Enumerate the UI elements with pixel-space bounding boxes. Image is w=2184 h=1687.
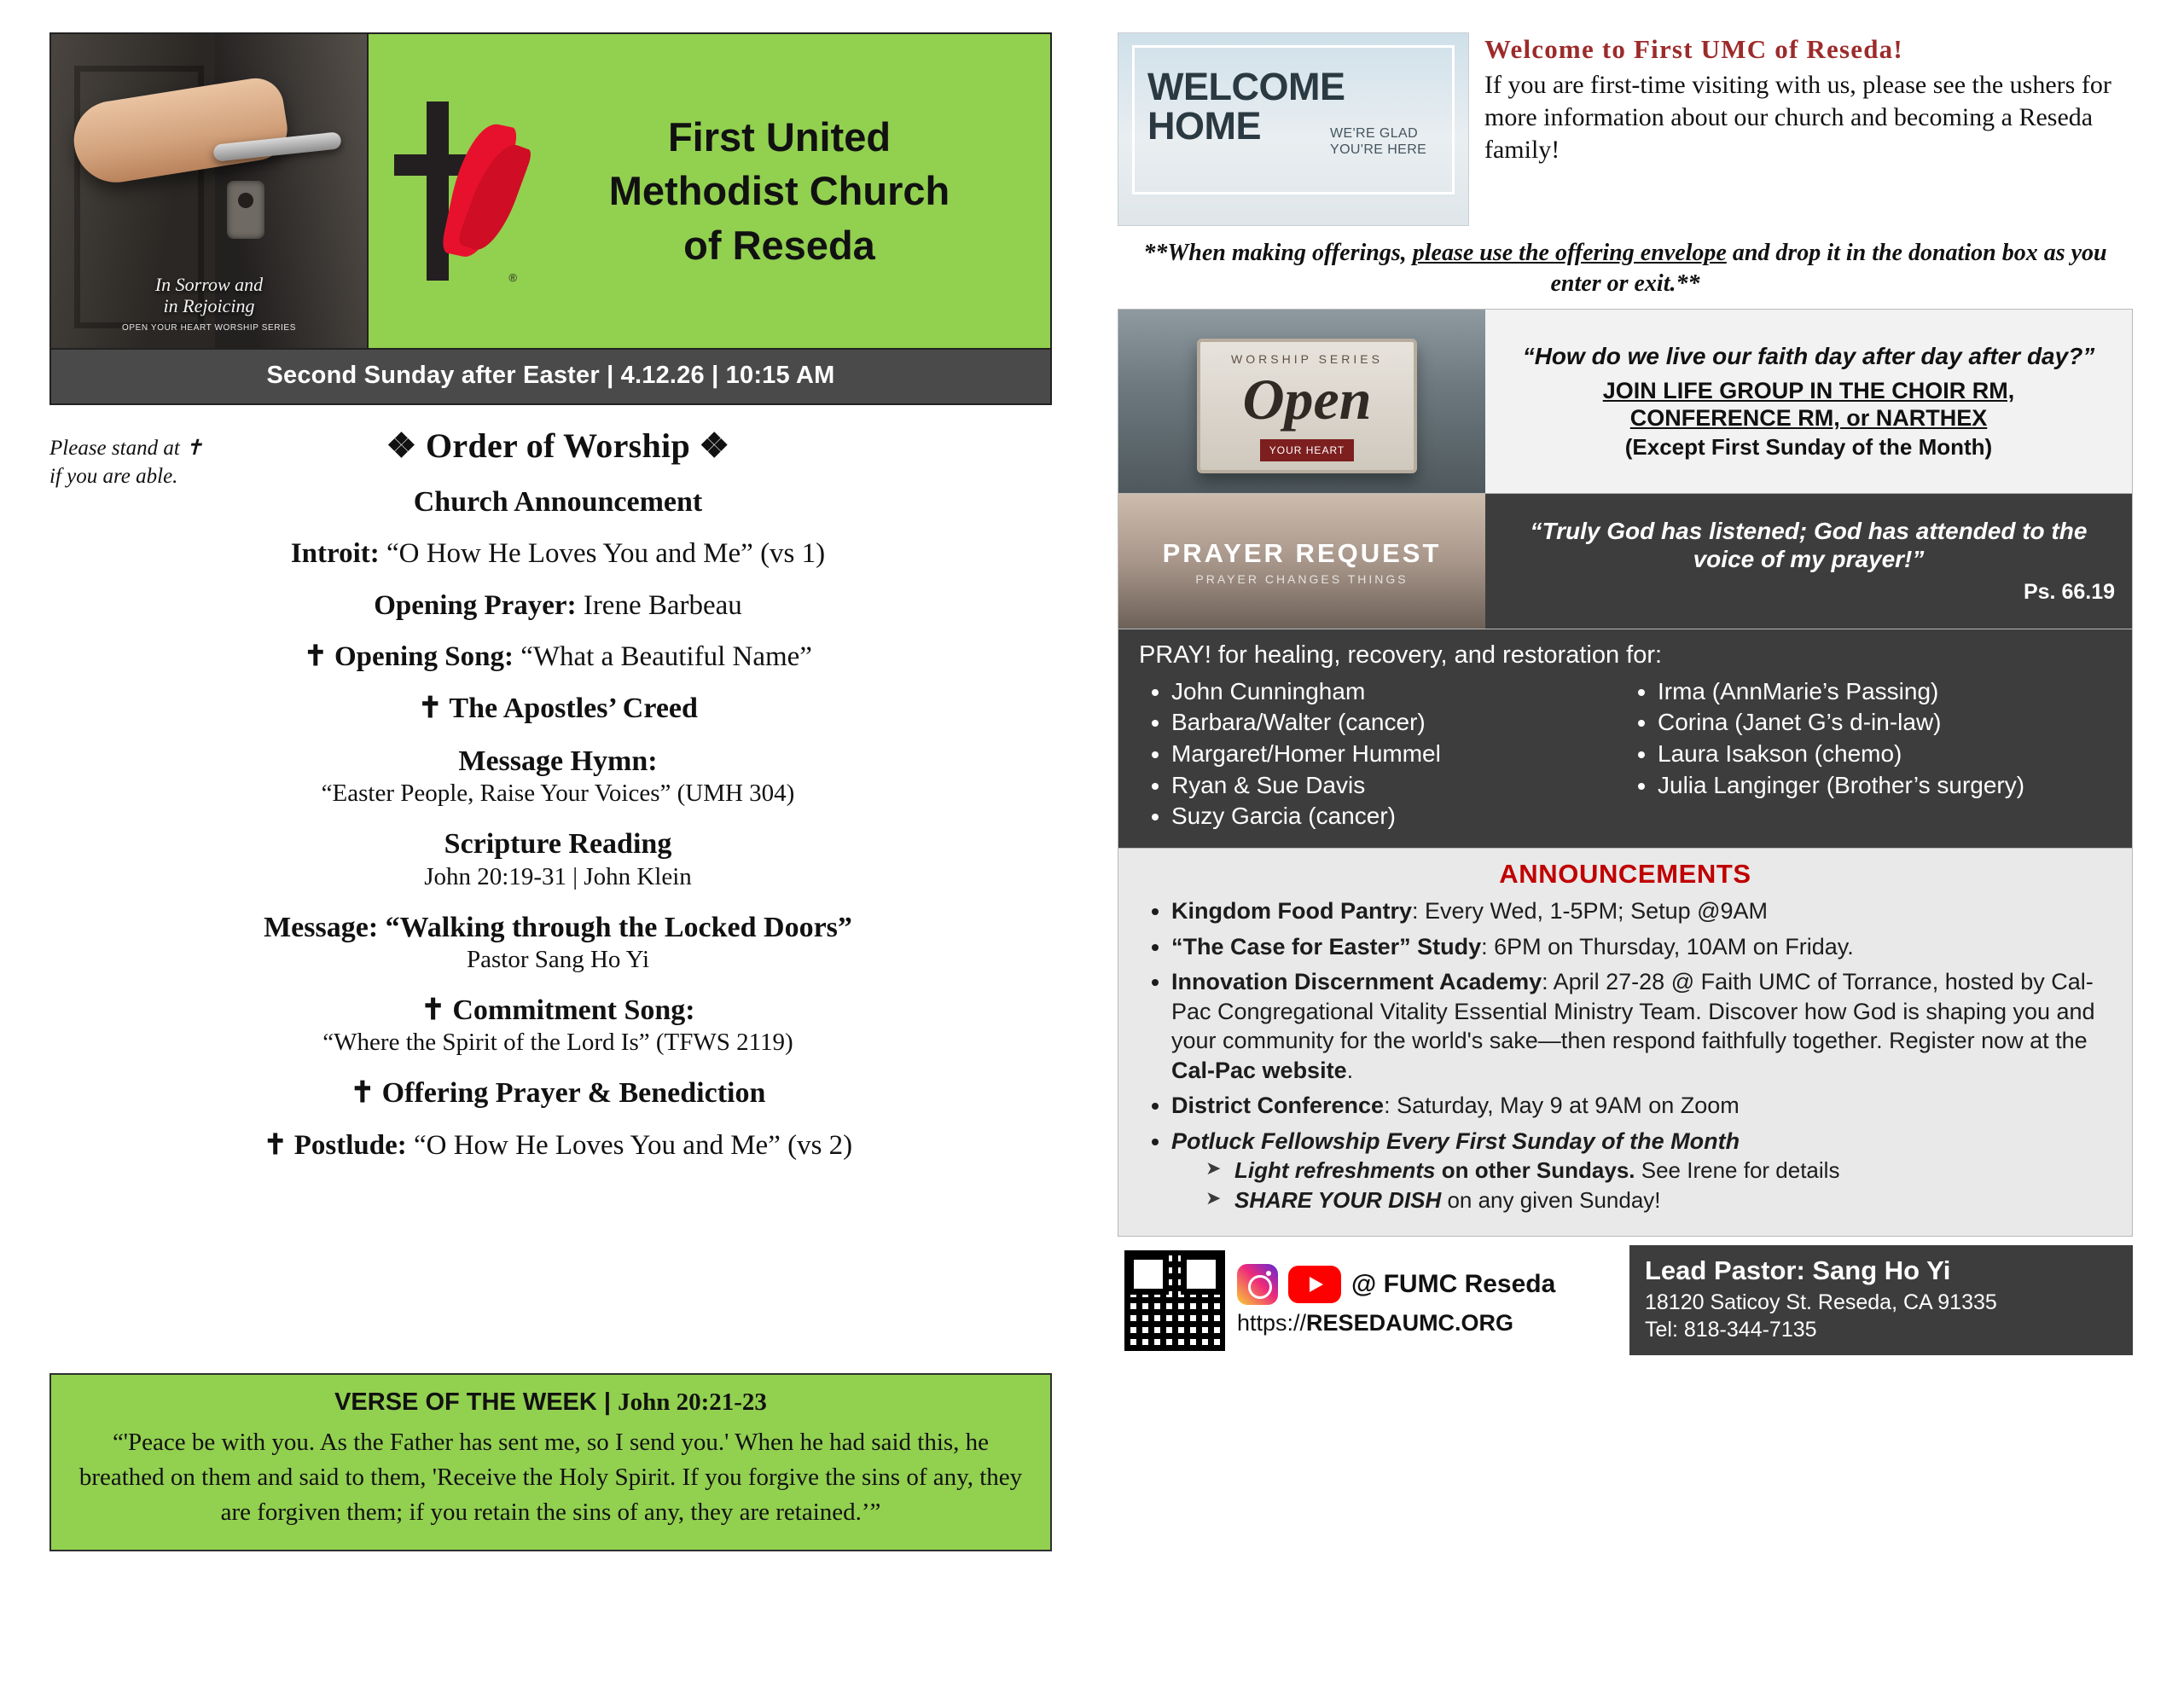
sub-announcement-title: Light refreshments xyxy=(1234,1157,1436,1183)
open-sign-icon xyxy=(1197,339,1417,473)
open-your-heart-image xyxy=(1118,310,1485,493)
announcement-title: Kingdom Food Pantry xyxy=(1171,898,1412,925)
church-name xyxy=(527,110,1031,272)
announcement-title: District Conference xyxy=(1171,1093,1385,1119)
welcome-section xyxy=(1118,32,2133,226)
door-photo xyxy=(51,34,369,348)
umc-cross-and-flame-icon xyxy=(375,93,522,289)
order-item xyxy=(49,640,1066,674)
announcements-title: ANNOUNCEMENTS xyxy=(1499,859,1751,890)
church-name-line3: of Reseda xyxy=(683,222,875,268)
offering-note xyxy=(1118,238,2133,300)
order-item xyxy=(49,1075,1066,1110)
list-item: • Suzy Garcia (cancer) xyxy=(1171,801,1625,832)
welcome-text-block xyxy=(1484,32,2133,166)
list-item xyxy=(1171,1127,2113,1215)
list-item: • Irma (AnnMarie’s Passing) xyxy=(1658,676,2111,708)
life-group-quote: “How do we live our faith day after day after day?” xyxy=(1522,342,2095,369)
announcement-detail-tail: . xyxy=(1346,1057,1354,1083)
order-item-detail: “O How He Loves You and Me” (vs 1) xyxy=(386,538,826,570)
service-date-bar: Second Sunday after Easter | 4.12.26 | 10:15 AM xyxy=(49,350,1052,405)
verse-label: VERSE OF THE WEEK xyxy=(334,1388,597,1416)
masthead xyxy=(49,32,1052,350)
prayer-banner xyxy=(1118,494,2133,629)
prayer-list xyxy=(1118,629,2133,849)
footer-contact-social xyxy=(1118,1245,1629,1355)
verse-of-the-week-box xyxy=(49,1373,1052,1551)
list-item xyxy=(1171,967,2113,1085)
church-name-line1: First United xyxy=(667,113,892,159)
list-item: • Laura Isakson (chemo) xyxy=(1658,739,2111,770)
list-item xyxy=(1171,896,2113,926)
welcome-image-title-line2: HOME xyxy=(1147,103,1261,148)
masthead-title-block xyxy=(369,34,1050,348)
offering-note-prefix: **When making offerings, xyxy=(1143,240,1413,266)
announcement-detail: : Every Wed, 1-5PM; Setup @9AM xyxy=(1411,898,1769,925)
sub-announcement-tail: See Irene for details xyxy=(1635,1157,1840,1183)
sub-announcement-rest: on any given Sunday! xyxy=(1441,1186,1661,1213)
sub-announcement-rest: on other Sundays. xyxy=(1435,1157,1635,1183)
order-item xyxy=(49,993,1066,1058)
order-item-detail: Pastor Sang Ho Yi xyxy=(466,946,650,973)
list-item: • Ryan & Sue Davis xyxy=(1171,770,1625,802)
announcement-title: Potluck Fellowship Every First Sunday of the Month xyxy=(1171,1128,1740,1154)
prayer-quote: “Truly God has listened; God has attended to the voice of my prayer!” xyxy=(1530,518,2088,573)
life-group-call-line1: JOIN LIFE GROUP IN THE CHOIR RM, xyxy=(1602,377,2015,403)
order-item-heading: Opening Prayer: xyxy=(374,589,577,621)
order-item xyxy=(49,826,1066,892)
order-item-detail: Irene Barbeau xyxy=(583,589,742,621)
stand-note-line1: Please stand at ✝ xyxy=(49,437,203,460)
order-item xyxy=(49,588,1066,623)
order-item-heading: ✝ Offering Prayer & Benediction xyxy=(350,1077,766,1110)
order-item-detail: “O How He Loves You and Me” (vs 2) xyxy=(413,1129,853,1161)
church-address: 18120 Saticoy St. Reseda, CA 91335 xyxy=(1645,1290,1997,1315)
stand-note xyxy=(49,435,263,490)
order-of-worship xyxy=(49,426,1066,1162)
footer xyxy=(1118,1245,2133,1355)
church-phone: Tel: 818-344-7135 xyxy=(1645,1317,1817,1342)
order-item xyxy=(49,744,1066,809)
list-item: • John Cunningham xyxy=(1171,676,1625,708)
welcome-body: If you are first-time visiting with us, please see the ushers for more information about our church and becoming a Reseda family! xyxy=(1484,71,2111,165)
welcome-heading: Welcome to First UMC of Reseda! xyxy=(1484,34,1903,64)
announcement-detail: : Saturday, May 9 at 9AM on Zoom xyxy=(1384,1093,1740,1119)
announcement-link-label[interactable]: Cal-Pac website xyxy=(1171,1057,1347,1083)
prayer-request-image-sub: PRAYER CHANGES THINGS xyxy=(1195,571,1409,586)
open-sign-tag: YOUR HEART xyxy=(1260,439,1354,461)
website-domain: RESEDAUMC.ORG xyxy=(1306,1310,1514,1336)
prayer-list-column-2 xyxy=(1625,676,2111,832)
prayer-list-heading: PRAY! for healing, recovery, and restoration for: xyxy=(1139,641,1663,669)
list-item: • Barbara/Walter (cancer) xyxy=(1171,707,1625,739)
verse-reference: John 20:21-23 xyxy=(618,1388,767,1416)
welcome-image-subtitle xyxy=(1330,125,1426,158)
order-item-heading: Church Announcement xyxy=(413,486,703,518)
announcement-detail: : April 27-28 @ Faith UMC of Torrance, hosted by Cal-Pac Congregational Vitality Essential Ministry Team. Discover how God is shaping you and your community for the world's sake—then respond faithfully together. Register now at the xyxy=(1171,969,2095,1054)
order-item-heading: ✝ The Apostles’ Creed xyxy=(418,693,698,725)
youtube-icon[interactable] xyxy=(1288,1266,1341,1303)
footer-church-info xyxy=(1629,1245,2133,1355)
life-group-text xyxy=(1485,310,2132,493)
prayer-quote-block xyxy=(1485,494,2132,629)
welcome-image-sub-line1: WE'RE GLAD xyxy=(1330,126,1419,141)
order-item-detail: “Where the Spirit of the Lord Is” (TFWS 2119) xyxy=(322,1029,793,1057)
sub-announcement-title: SHARE YOUR DISH xyxy=(1234,1186,1442,1213)
order-item-heading: ✝ Postlude: xyxy=(263,1129,407,1161)
social-row xyxy=(1237,1264,1555,1305)
order-item-line xyxy=(49,1128,1066,1162)
order-item-detail: John 20:19-31 | John Klein xyxy=(424,862,692,890)
lead-pastor: Lead Pastor: Sang Ho Yi xyxy=(1645,1255,1951,1286)
order-item xyxy=(49,910,1066,976)
verse-title xyxy=(73,1388,1028,1417)
prayer-quote-reference: Ps. 66.19 xyxy=(2023,580,2115,605)
photo-caption-line1: In Sorrow and xyxy=(154,273,264,295)
list-item xyxy=(1205,1157,2113,1185)
life-group-band xyxy=(1118,309,2133,494)
open-sign-word: Open xyxy=(1242,366,1372,432)
website-line[interactable] xyxy=(1237,1310,1555,1336)
website-prefix: https:// xyxy=(1237,1310,1307,1336)
prayer-list-column-1 xyxy=(1139,676,1625,832)
photo-caption-line2: in Rejoicing xyxy=(163,295,255,317)
order-item-line xyxy=(49,536,1066,571)
list-item: • Margaret/Homer Hummel xyxy=(1171,739,1625,770)
announcement-detail: : 6PM on Thursday, 10AM on Friday. xyxy=(1481,933,1854,959)
announcement-title: “The Case for Easter” Study xyxy=(1171,933,1482,959)
life-group-call xyxy=(1497,377,2120,432)
door-lock-icon xyxy=(227,181,264,239)
verse-separator: | xyxy=(603,1388,612,1416)
photo-caption xyxy=(51,274,367,317)
order-item-heading: ✝ Opening Song: xyxy=(304,641,514,672)
order-item-heading: Scripture Reading xyxy=(444,828,672,861)
instagram-icon[interactable] xyxy=(1237,1264,1278,1305)
verse-text: “'Peace be with you. As the Father has sent me, so I send you.' When he had said this, he breathed on them and said to them, 'Receive the Holy Spirit. If you forgive the sins of any, they are forgiven them; if you retain the sins of any, they are retained.’” xyxy=(78,1429,1023,1527)
offering-note-underlined: please use the offering envelope xyxy=(1412,240,1727,266)
order-item-heading: Message Hymn: xyxy=(458,745,658,777)
order-item xyxy=(49,691,1066,726)
stand-note-line2: if you are able. xyxy=(49,464,178,488)
church-name-line2: Methodist Church xyxy=(608,168,950,214)
order-item-heading: Introit: xyxy=(290,538,380,570)
order-item-line xyxy=(49,640,1066,674)
right-column xyxy=(1101,0,2184,1687)
life-group-call-line2: CONFERENCE RM, or NARTHEX xyxy=(1629,405,1988,432)
prayer-list-columns xyxy=(1139,676,2111,832)
announcements-sub-list xyxy=(1171,1157,2113,1215)
order-item-detail: “What a Beautiful Name” xyxy=(520,641,812,672)
list-item: • Corina (Janet G’s d-in-law) xyxy=(1658,707,2111,739)
order-item-detail: “Easter People, Raise Your Voices” (UMH 304) xyxy=(321,780,795,808)
order-of-worship-title: ❖ Order of Worship ❖ xyxy=(386,426,730,465)
prayer-request-image xyxy=(1118,494,1485,629)
list-item xyxy=(1205,1186,2113,1215)
welcome-image-title xyxy=(1147,67,1345,146)
open-sign-series-label: WORSHIP SERIES xyxy=(1231,351,1383,366)
order-item xyxy=(49,536,1066,571)
photo-subcaption: OPEN YOUR HEART WORSHIP SERIES xyxy=(122,323,296,333)
list-item xyxy=(1171,932,2113,962)
offering-note-suffix: and drop it in the donation box as you enter or exit.** xyxy=(1550,240,2107,298)
announcements xyxy=(1118,849,2133,1237)
welcome-image-title-line1: WELCOME xyxy=(1147,65,1345,108)
order-item-heading: ✝ Commitment Song: xyxy=(421,994,695,1026)
social-block xyxy=(1237,1264,1555,1336)
life-group-note: (Except First Sunday of the Month) xyxy=(1624,433,1993,460)
registered-mark: ® xyxy=(508,271,517,284)
social-handle: @ FUMC Reseda xyxy=(1351,1270,1556,1299)
order-item-heading: Message: “Walking through the Locked Doors” xyxy=(264,911,852,943)
list-item xyxy=(1171,1091,2113,1121)
welcome-image-sub-line2: YOU'RE HERE xyxy=(1330,142,1427,158)
order-item xyxy=(49,1128,1066,1162)
announcement-title: Innovation Discernment Academy xyxy=(1171,969,1542,995)
welcome-home-image xyxy=(1118,32,1469,226)
order-item-line xyxy=(49,588,1066,623)
announcements-list xyxy=(1137,896,2113,1215)
qr-code-icon[interactable] xyxy=(1124,1250,1225,1351)
list-item: • Julia Langinger (Brother’s surgery) xyxy=(1658,770,2111,802)
prayer-request-image-title: PRAYER REQUEST xyxy=(1162,537,1442,568)
